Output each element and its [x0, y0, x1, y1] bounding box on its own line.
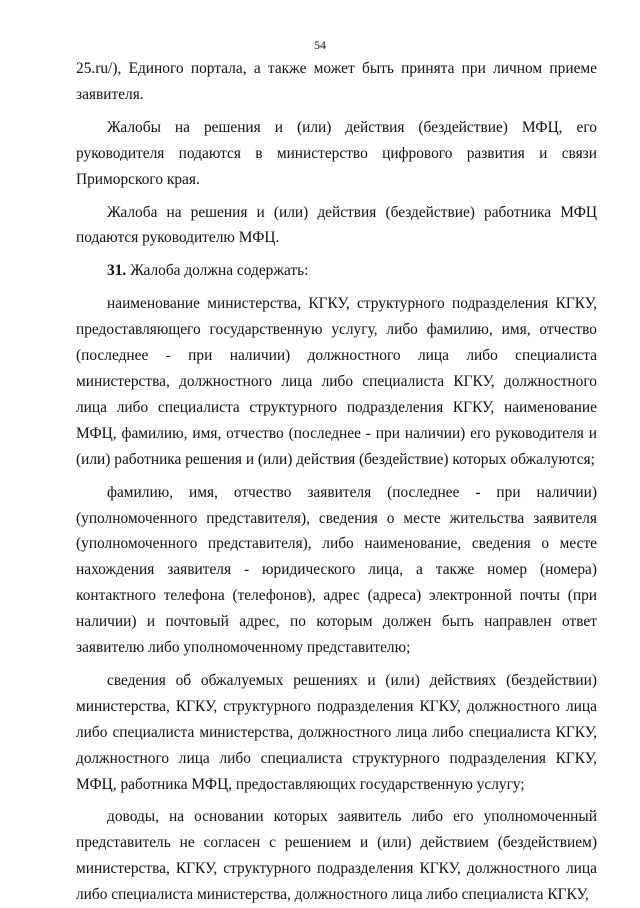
paragraph-item-31	[76, 258, 597, 284]
item-number: 31.	[107, 262, 127, 280]
page-number: 54	[314, 38, 326, 52]
paragraph-requirement-arguments: доводы, на основании которых заявитель либо его уполномоченный представитель не согласен с решением и (или) действием (бездействием) министерства, КГКУ, структурного подразделения КГКУ, должностного лица либо специалиста министерства, должностного лица либо специалиста КГКУ,	[76, 808, 597, 904]
item-31-text: Жалоба должна содержать:	[126, 262, 309, 280]
paragraph-complaints-mfc-employee: Жалоба на решения и (или) действия (бездействие) работника МФЦ подаются руководителю МФЦ.	[76, 203, 597, 247]
paragraph-requirement-name: наименование министерства, КГКУ, структурного подразделения КГКУ, предоставляющего государственную услугу, либо фамилию, имя, отчество (последнее - при наличии) должностного лица либо специалиста министерства, должностного лица либо специалиста КГКУ, должностного лица либо специалиста структурного подразделения КГКУ, наименование МФЦ, фамилию, имя, отчество (последнее - при наличии) его руководителя и (или) работника решения и (или) действия (бездействие) которых обжалуются;	[76, 295, 597, 468]
paragraph-continuation: 25.ru/), Единого портала, а также может быть принята при личном приеме заявителя.	[76, 60, 597, 103]
paragraph-complaints-mfc-head: Жалобы на решения и (или) действия (бездействие) МФЦ, его руководителя подаются в министерство цифрового развития и связи Приморского края.	[76, 118, 597, 188]
paragraph-requirement-decisions: сведения об обжалуемых решениях и (или) действиях (бездействии) министерства, КГКУ, структурного подразделения КГКУ, должностного лица либо специалиста министерства, должностного лица либо специалиста КГКУ, должностного лица либо специалиста структурного подразделения КГКУ, МФЦ, работника МФЦ, предоставляющих государственную услугу;	[76, 671, 597, 793]
paragraph-requirement-applicant: фамилию, имя, отчество заявителя (последнее - при наличии) (уполномоченного представителя), сведения о месте жительства заявителя (уполномоченного представителя), либо наименование, сведения о месте нахождения заявителя - юридического лица, а также номер (номера) контактного телефона (телефонов), адрес (адреса) электронной почты (при наличии) и почтовый адрес, по которым должен быть направлен ответ заявителю либо уполномоченному представителю;	[76, 483, 597, 657]
document-body	[76, 56, 597, 908]
